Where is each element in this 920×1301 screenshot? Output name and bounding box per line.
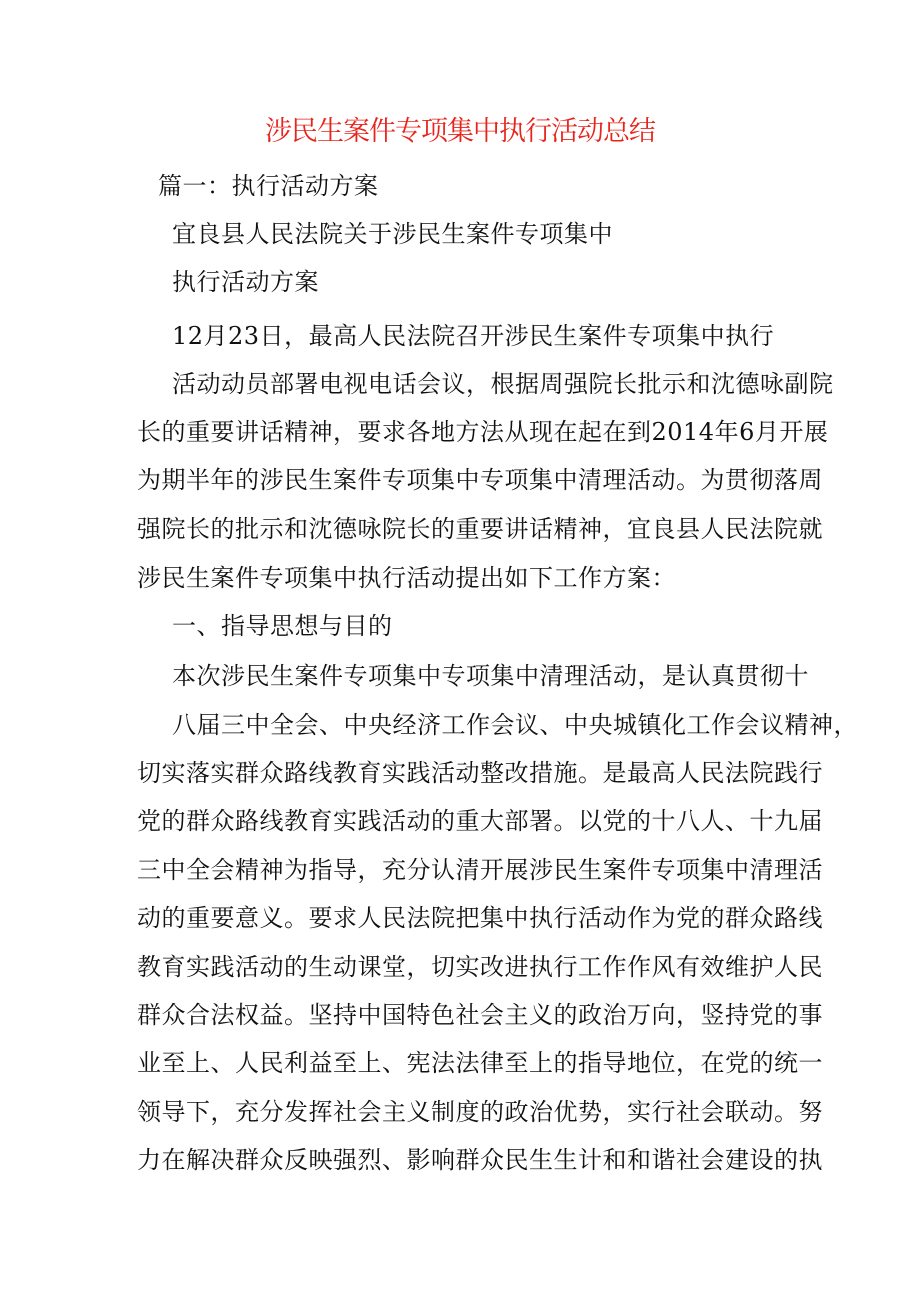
body-line: 群众合法权益。坚持中国特色社会主义的政治万向，竖持党的事 [137, 1001, 823, 1029]
plan-title-line-2: 执行活动方案 [172, 268, 319, 296]
body-line: 活动动员部署电视电话会议，根据周强院长批示和沈德咏副院 [172, 370, 834, 398]
body-line: 领导下，充分发挥社会主义制度的政治优势，实行社会联动。努 [137, 1098, 823, 1126]
plan-title-line-1: 宜良县人民法院关于涉民生案件专项集中 [172, 220, 613, 248]
body-line: 党的群众路线教育实践活动的重大部署。以党的十八人、十九届 [137, 807, 823, 835]
document-title: 涉民生案件专项集中执行活动总结 [265, 116, 655, 147]
body-line: 动的重要意义。要求人民法院把集中执行活动作为党的群众路线 [137, 904, 823, 932]
body-line: 涉民生案件专项集中执行活动提出如下工作方案： [137, 564, 676, 592]
body-line: 三中全会精神为指导，充分认清开展涉民生案件专项集中清理活 [137, 856, 823, 884]
body-line: 八届三中全会、中央经济工作会议、中央城镇化工作会议精神， [172, 711, 858, 739]
body-line: 12月23日，最高人民法院召开涉民生案件专项集中执行 [172, 322, 775, 350]
section-heading: 篇一：执行活动方案 [158, 172, 379, 200]
body-line: 业至上、人民利益至上、宪法法律至上的指导地位，在党的统一 [137, 1049, 823, 1077]
body-line: 切实落实群众路线教育实践活动整改措施。是最高人民法院践行 [137, 759, 823, 787]
body-line: 教育实践活动的生动课堂，切实改进执行工作作风有效维护人民 [137, 953, 823, 981]
section-heading: 一、指导思想与目的 [172, 612, 393, 640]
body-line: 强院长的批示和沈德咏院长的重要讲话精神，宜良县人民法院就 [137, 515, 823, 543]
body-line: 力在解决群众反映强烈、影响群众民生生计和和谐社会建设的执 [137, 1146, 823, 1174]
body-line: 为期半年的涉民生案件专项集中专项集中清理活动。为贯彻落周 [137, 466, 823, 494]
body-line: 本次涉民生案件专项集中专项集中清理活动，是认真贯彻十 [172, 662, 809, 690]
body-line: 长的重要讲话精神，要求各地方法从现在起在到2014年6月开展 [137, 418, 829, 446]
